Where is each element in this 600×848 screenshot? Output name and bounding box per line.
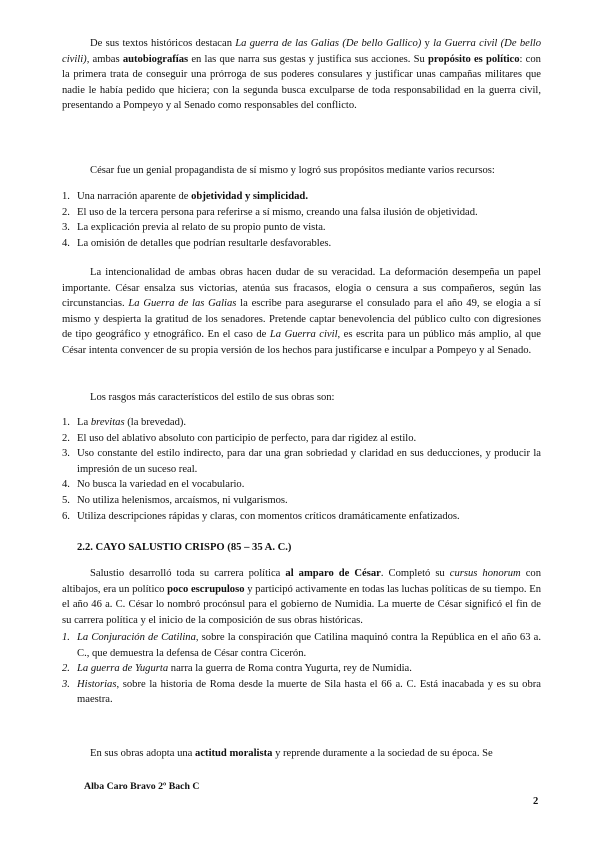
- paragraph-propaganda-intro: César fue un genial propagandista de sí mismo y logró sus propósitos mediante varios recursos:: [90, 165, 495, 176]
- paragraph-moralist: En sus obras adopta una actitud moralista y reprende duramente a la sociedad de su época. Se: [90, 748, 493, 759]
- paragraph-intentionality: La intencionalidad de ambas obras hacen dudar de su veracidad. La deformación desempeña un papel importante. César ensalza sus victorias, atenúa sus fracasos, elogia o censura a sus compañeros, según las circunstancias. La Guerra de las Galias la escribe para asegurarse el consulado para el año 49, se elogia a sí mismo y despierta la gratitud de los senadores. Pretende captar benevolencia del público culto con digresiones de tipo geográfico y etnográfico. En el caso de La Guerra civil, es escrita para un público más amplio, al que César intenta convencer de su propia versión de los hechos para justificarse e inculpar a Pompeyo y al Senado.: [62, 267, 542, 356]
- list-propaganda-resources: [62, 189, 541, 251]
- list-item: 1. La brevitas (la brevedad).: [62, 417, 187, 428]
- list-item: 1. Una narración aparente de objetividad y simplicidad.: [62, 191, 308, 202]
- page-number: 2: [533, 796, 539, 807]
- section-heading: 2.2. CAYO SALUSTIO CRISPO (85 – 35 A. C.): [77, 542, 292, 553]
- list-item: 2. El uso de la tercera persona para referirse a sí mismo, creando una falsa ilusión de objetividad.: [62, 206, 478, 218]
- list-salustio-works: [62, 630, 541, 708]
- list-style-features: [62, 415, 541, 524]
- list-item: 3. La explicación previa al relato de su propio punto de vista.: [62, 222, 326, 234]
- list-item: 3. Uso constante del estilo indirecto, para dar una gran sobriedad y claridad en sus deducciones, y producir la impresión de un suceso real.: [62, 448, 541, 475]
- list-item: 2. La guerra de Yugurta narra la guerra de Roma contra Yugurta, rey de Numidia.: [62, 663, 412, 675]
- list-item: 6. Utiliza descripciones rápidas y claras, con momentos críticos dramáticamente enfatizados.: [62, 510, 460, 522]
- list-item: 4. La omisión de detalles que podrían resultarle desfavorables.: [62, 237, 332, 249]
- paragraph-salustio: Salustio desarrolló toda su carrera política al amparo de César. Completó su cursus honorum con altibajos, era un político poco escrupuloso y participó activamente en todas las luchas políticas de su tiempo. En el año 46 a. C. César lo nombró procónsul para el gobierno de Numidia. La muerte de César significó el fin de su carrera política y el inicio de la composición de sus obras históricas.: [62, 568, 541, 626]
- paragraph-caesar-works: De sus textos históricos destacan La guerra de las Galias (De bello Gallico) y la Guerra civil (De bello civili), ambas autobiografías en las que narra sus gestas y justifica sus acciones. Su propósito es político: con la primera trata de conseguir una prórroga de sus poderes consulares y justificar unas campañas militares que nadie le había pedido que hiciera; con la segunda busca exculparse de toda responsabilidad en la guerra civil, presentando a Pompeyo y al Senado como responsables del conflicto.: [62, 38, 541, 112]
- footer-author: Alba Caro Bravo 2º Bach C: [84, 781, 200, 792]
- paragraph-style-intro: Los rasgos más característicos del estilo de sus obras son:: [90, 392, 335, 403]
- list-item: 1. La Conjuración de Catilina, sobre la conspiración que Catilina maquinó contra la República en el año 63 a. C., que demuestra la defensa de César contra Cicerón.: [62, 632, 541, 659]
- list-item: 2. El uso del ablativo absoluto con participio de perfecto, para dar rigidez al estilo.: [62, 432, 417, 444]
- list-item: 4. No busca la variedad en el vocabulario.: [62, 479, 245, 491]
- list-item: 3. Historias, sobre la historia de Roma desde la muerte de Sila hasta el 66 a. C. Está inacabada y es su obra maestra.: [62, 678, 541, 706]
- list-item: 5. No utiliza helenismos, arcaísmos, ni vulgarismos.: [62, 494, 288, 506]
